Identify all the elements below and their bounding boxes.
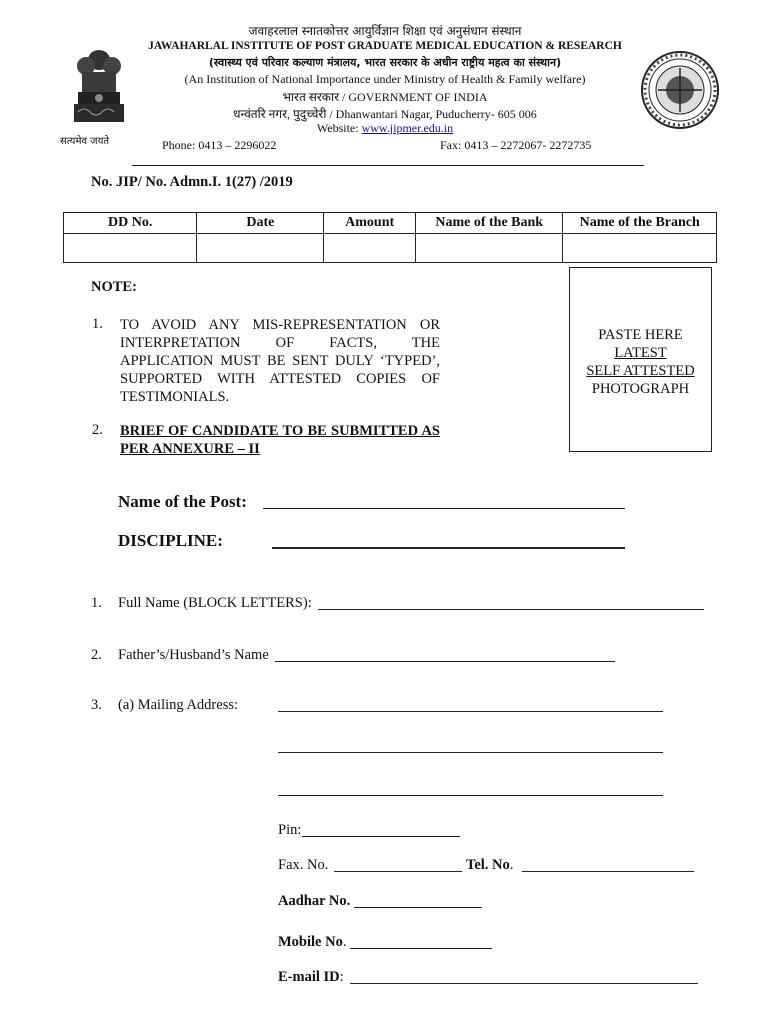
photo-paste-box	[569, 267, 712, 452]
col-dd-no: DD No.	[64, 213, 197, 234]
mailing-address-line-2[interactable]	[278, 752, 663, 753]
photo-line-3: SELF ATTESTED	[586, 363, 695, 379]
field-2-number: 2.	[91, 647, 102, 663]
email-label-colon: :	[339, 969, 344, 985]
institute-name-hindi: जवाहरलाल स्नातकोत्तर आयुर्विज्ञान शिक्षा एवं अनुसंधान संस्थान	[248, 24, 522, 38]
email-label-text: E-mail ID	[278, 969, 340, 985]
mailing-address-label: (a) Mailing Address:	[118, 697, 239, 713]
father-husband-name-field[interactable]	[275, 661, 615, 662]
pin-label: Pin:	[278, 822, 302, 838]
institute-name-english: JAWAHARLAL INSTITUTE OF POST GRADUATE MEDICAL EDUCATION & RESEARCH	[148, 40, 622, 52]
discipline-label: DISCIPLINE:	[118, 531, 223, 550]
full-name-label: Full Name (BLOCK LETTERS):	[118, 595, 312, 611]
col-branch-name: Name of the Branch	[563, 213, 717, 234]
photo-line-2: LATEST	[614, 345, 667, 361]
discipline-field[interactable]	[272, 547, 625, 549]
amount-cell[interactable]	[324, 234, 416, 263]
website-line	[0, 121, 770, 136]
col-date: Date	[197, 213, 324, 234]
col-bank-name: Name of the Bank	[416, 213, 563, 234]
email-label	[278, 969, 344, 986]
tel-label-text: Tel. No	[466, 857, 510, 873]
mobile-field[interactable]	[350, 948, 492, 949]
post-name-label: Name of the Post:	[118, 492, 247, 511]
table-header-row	[64, 213, 717, 234]
note-item-2-text: BRIEF OF CANDIDATE TO BE SUBMITTED AS PER ANNEXURE – II	[120, 423, 440, 457]
institution-note: (An Institution of National Importance under Ministry of Health & Family welfare)	[184, 72, 586, 86]
tel-label-dot: .	[509, 857, 514, 873]
website-label: Website:	[316, 121, 362, 135]
tel-label	[466, 857, 513, 874]
fax-number: Fax: 0413 – 2272067- 2272735	[440, 138, 592, 152]
aadhar-field[interactable]	[354, 907, 482, 908]
phone-number: Phone: 0413 – 2296022	[162, 138, 277, 152]
branch-name-cell[interactable]	[563, 234, 717, 263]
institute-subtitle-hindi: (स्वास्थ्य एवं परिवार कल्याण मंत्रालय, भारत सरकार के अधीन राष्ट्रीय महत्व का संस्थान)	[208, 56, 562, 69]
reference-number: No. JIP/ No. Admn.I. 1(27) /2019	[91, 174, 293, 190]
full-name-field[interactable]	[318, 609, 704, 610]
address-line: धन्वंतरि नगर, पुदुच्चेरी / Dhanwantari Nagar, Puducherry- 605 006	[233, 107, 537, 121]
photo-line-4: PHOTOGRAPH	[591, 381, 690, 397]
date-cell[interactable]	[197, 234, 324, 263]
note-item-1-text: TO AVOID ANY MIS-REPRESENTATION OR INTERPRETATION OF FACTS, THE APPLICATION MUST BE SENT DULY ‘TYPED’, SUPPORTED WITH ATTESTED COPIES OF TESTIMONIALS.	[120, 317, 440, 405]
father-husband-name-label: Father’s/Husband’s Name	[118, 647, 269, 663]
email-field[interactable]	[350, 983, 698, 984]
header-divider	[132, 165, 644, 166]
pin-field[interactable]	[302, 836, 460, 837]
aadhar-label: Aadhar No.	[278, 893, 351, 909]
table-row	[64, 234, 717, 263]
fax-field[interactable]	[334, 871, 462, 872]
emblem-motto: सत्यमेव जयते	[60, 136, 110, 147]
mailing-address-line-1[interactable]	[278, 711, 663, 712]
website-link[interactable]: www.jipmer.edu.in	[361, 121, 454, 135]
photo-line-1: PASTE HERE	[598, 327, 683, 343]
post-name-field[interactable]	[263, 508, 625, 509]
field-3-number: 3.	[91, 697, 102, 713]
dd-details-table	[63, 212, 717, 263]
note-item-1-number: 1.	[92, 316, 103, 332]
note-item-2-number: 2.	[92, 422, 103, 438]
note-title: NOTE:	[91, 279, 137, 295]
bank-name-cell[interactable]	[416, 234, 563, 263]
mobile-label-dot: .	[342, 934, 347, 950]
mobile-label	[278, 934, 346, 951]
government-line: भारत सरकार / GOVERNMENT OF INDIA	[282, 90, 488, 104]
fax-label: Fax. No.	[278, 857, 329, 873]
field-1-number: 1.	[91, 595, 102, 611]
mobile-label-text: Mobile No	[278, 934, 343, 950]
tel-field[interactable]	[522, 871, 694, 872]
col-amount: Amount	[324, 213, 416, 234]
mailing-address-line-3[interactable]	[278, 795, 663, 796]
dd-no-cell[interactable]	[64, 234, 197, 263]
